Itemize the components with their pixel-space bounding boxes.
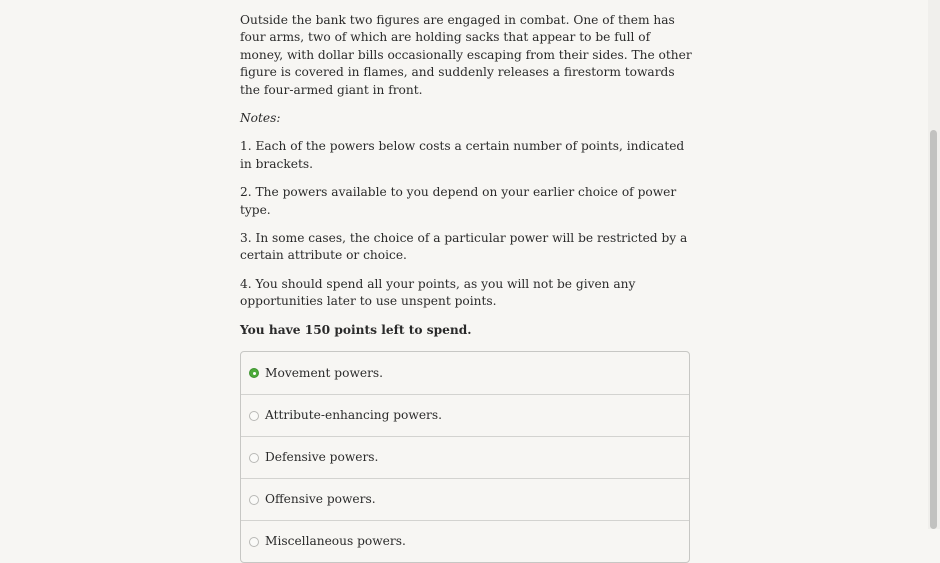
vertical-scrollbar[interactable] [928, 0, 940, 529]
choice-attribute-enhancing-powers[interactable] [241, 394, 689, 436]
scrollbar-thumb[interactable] [930, 130, 937, 529]
choice-label: Miscellaneous powers. [265, 534, 406, 549]
points-remaining: You have 150 points left to spend. [240, 322, 472, 337]
notes-label: Notes: [240, 111, 281, 126]
radio-selected-icon[interactable] [249, 368, 259, 378]
radio-unselected-icon[interactable] [249, 495, 259, 505]
choice-miscellaneous-powers[interactable] [241, 520, 689, 562]
story-intro: Outside the bank two figures are engaged in combat. One of them has four arms, two of which are holding sacks that appear to be full of money, with dollar bills occasionally escaping from their sides. The other figure is covered in flames, and suddenly releases a firestorm towards the four-armed giant in front. [240, 13, 692, 97]
choice-label: Attribute-enhancing powers. [265, 408, 442, 423]
choice-label: Defensive powers. [265, 450, 379, 465]
choice-list [240, 351, 690, 563]
note-4: 4. You should spend all your points, as you will not be given any opportunities later to use unspent points. [240, 276, 636, 309]
note-3: 3. In some cases, the choice of a particular power will be restricted by a certain attribute or choice. [240, 231, 688, 263]
radio-unselected-icon[interactable] [249, 453, 259, 463]
choice-offensive-powers[interactable] [241, 478, 689, 520]
choice-defensive-powers[interactable] [241, 436, 689, 478]
choice-label: Movement powers. [265, 365, 384, 380]
note-1: 1. Each of the powers below costs a certain number of points, indicated in brackets. [240, 139, 685, 171]
story-content [240, 12, 692, 563]
radio-unselected-icon[interactable] [249, 537, 259, 547]
choice-label: Offensive powers. [265, 492, 376, 507]
choice-movement-powers[interactable] [241, 352, 689, 394]
note-2: 2. The powers available to you depend on your earlier choice of power type. [240, 185, 677, 217]
radio-unselected-icon[interactable] [249, 411, 259, 421]
